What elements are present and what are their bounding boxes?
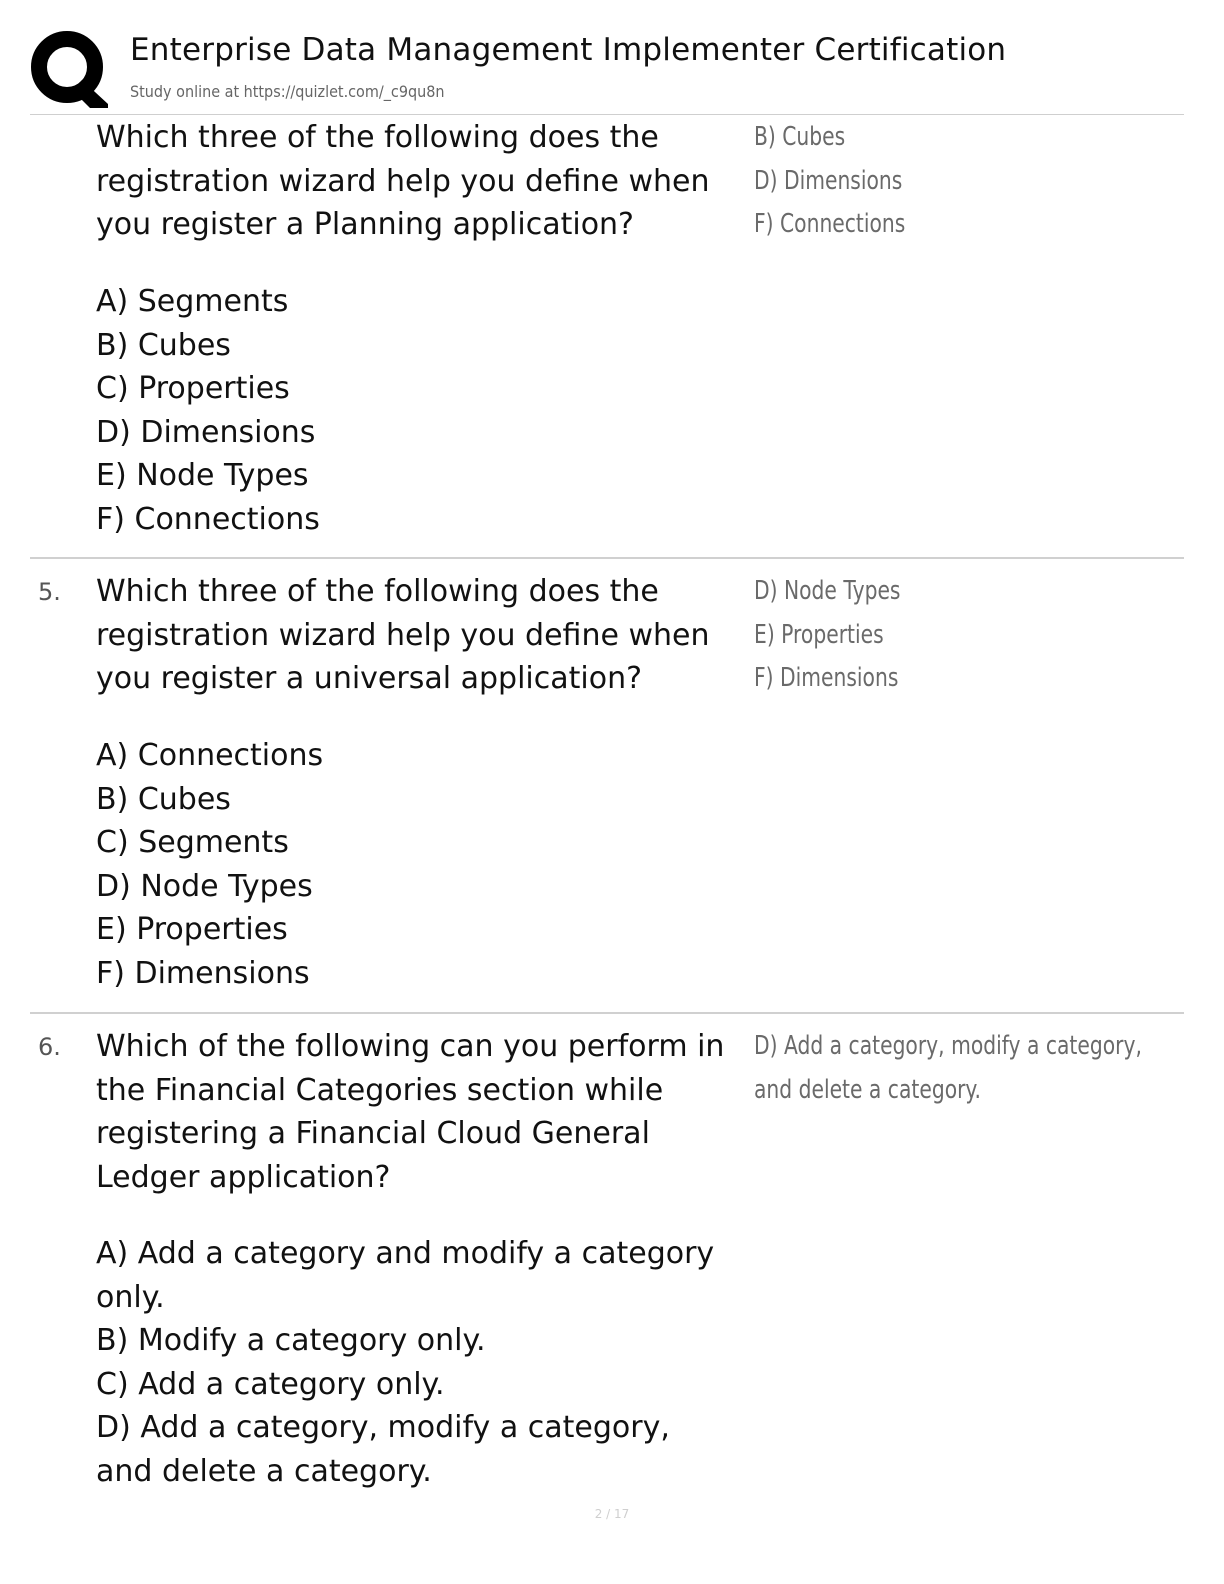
option: A) Connections bbox=[96, 738, 324, 773]
answer-line: B) Cubes bbox=[754, 122, 846, 152]
option: A) Add a category and modify a category only. bbox=[96, 1236, 715, 1315]
header-divider bbox=[30, 114, 1184, 115]
answer-line: F) Dimensions bbox=[754, 663, 899, 693]
answer-key bbox=[754, 116, 1082, 247]
answer-line: E) Properties bbox=[754, 619, 884, 650]
answer-line: F) Connections bbox=[754, 209, 906, 239]
study-link[interactable]: Study online at https://quizlet.com/_c9qu8n bbox=[130, 82, 445, 101]
option: C) Segments bbox=[96, 825, 289, 860]
option: B) Modify a category only. bbox=[96, 1323, 486, 1358]
question-text: Which three of the following does the registration wizard help you define when you register a Planning application? bbox=[96, 120, 710, 242]
question-text: Which three of the following does the registration wizard help you define when you register a universal application? bbox=[96, 574, 710, 696]
option: D) Add a category, modify a category, and delete a category. bbox=[96, 1410, 670, 1489]
answer-options bbox=[96, 734, 746, 995]
question-divider bbox=[30, 1012, 1184, 1014]
option: D) Node Types bbox=[96, 868, 313, 904]
answer-options bbox=[96, 280, 746, 541]
option: B) Cubes bbox=[96, 327, 231, 363]
option: F) Connections bbox=[96, 501, 320, 537]
option: D) Dimensions bbox=[96, 414, 316, 450]
option: C) Add a category only. bbox=[96, 1366, 445, 1402]
answer-line: D) Node Types bbox=[754, 576, 901, 606]
document-title: Enterprise Data Management Implementer Certification bbox=[130, 32, 1007, 68]
option: B) Cubes bbox=[96, 781, 231, 817]
question-number: 5. bbox=[38, 578, 61, 606]
option: A) Segments bbox=[96, 284, 289, 319]
question-text: Which of the following can you perform in the Financial Categories section while registering a Financial Cloud General Ledger application? bbox=[96, 1029, 725, 1195]
answer-options bbox=[96, 1232, 716, 1493]
answer-key bbox=[754, 570, 1082, 701]
option: E) Node Types bbox=[96, 458, 309, 493]
question-divider bbox=[30, 557, 1184, 559]
answer-key bbox=[754, 1025, 1175, 1112]
answer-line: D) Add a category, modify a category, and delete a category. bbox=[754, 1031, 1142, 1105]
option: C) Properties bbox=[96, 371, 290, 406]
quizlet-logo-icon bbox=[30, 30, 108, 108]
page-number: 2 / 17 bbox=[594, 1507, 630, 1521]
answer-line: D) Dimensions bbox=[754, 165, 903, 196]
option: F) Dimensions bbox=[96, 955, 310, 991]
option: E) Properties bbox=[96, 912, 288, 947]
question-number: 6. bbox=[38, 1033, 61, 1061]
